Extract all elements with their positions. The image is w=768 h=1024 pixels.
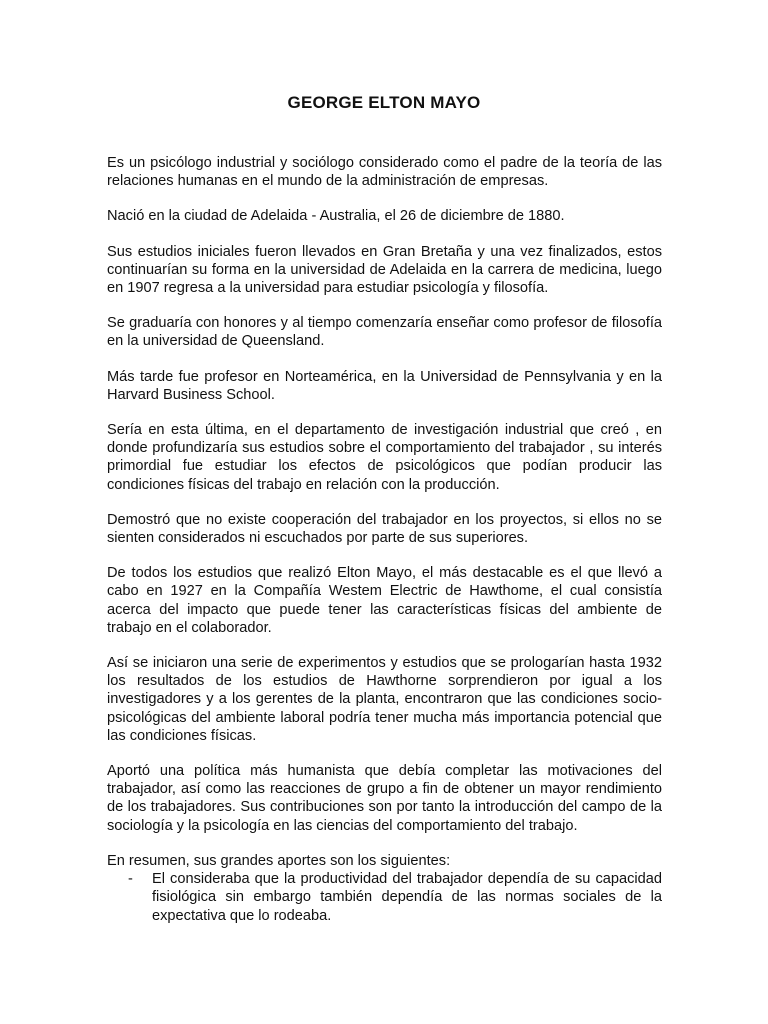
paragraph: Se graduaría con honores y al tiempo comenzaría enseñar como profesor de filosofía en la universidad de Queensland. xyxy=(107,315,662,350)
paragraph: Demostró que no existe cooperación del trabajador en los proyectos, si ellos no se sienten considerados ni escuchados por parte de sus superiores. xyxy=(107,511,662,547)
paragraph: De todos los estudios que realizó Elton Mayo, el más destacable es el que llevó a cabo en 1927 en la Compañía Westem Electric de Hawthome, el cual consistía acerca del impacto que puede tener las características físicas del ambiente de trabajo en el colaborador. xyxy=(107,565,662,636)
summary-intro: En resumen, sus grandes aportes son los siguientes: xyxy=(107,852,451,869)
paragraph: Es un psicólogo industrial y sociólogo considerado como el padre de la teoría de las relaciones humanas en el mundo de la administración de empresas. xyxy=(107,155,662,190)
paragraph: Así se iniciaron una serie de experimentos y estudios que se prologarían hasta 1932 los resultados de los estudios de Hawthorne sorprendieron por igual a los investigadores y a los gerentes de la planta, encontraron que las condiciones socio-psicológicas del ambiente laboral podría tener mucha más importancia potencial que las condiciones físicas. xyxy=(107,655,662,744)
list-item xyxy=(107,870,662,925)
bullet-text: El consideraba que la productividad del trabajador dependía de su capacidad fisiológica sin embargo también dependía de las normas sociales de la expectativa que lo rodeaba. xyxy=(152,871,662,924)
paragraph: Nació en la ciudad de Adelaida - Australia, el 26 de diciembre de 1880. xyxy=(107,208,565,225)
summary-list xyxy=(107,870,662,925)
paragraph: Sus estudios iniciales fueron llevados en Gran Bretaña y una vez finalizados, estos continuarían su forma en la universidad de Adelaida en la carrera de medicina, luego en 1907 regresa a la universidad para estudiar psicología y filosofía. xyxy=(107,243,662,297)
bullet-marker: - xyxy=(128,871,133,888)
paragraph: Sería en esta última, en el departamento de investigación industrial que creó , en donde profundizaría sus estudios sobre el comportamiento del trabajador , su interés primordial fue estudiar los efectos de psicológicos que podían producir las condiciones físicas del trabajo en relación con la producción. xyxy=(107,422,662,493)
paragraph: Más tarde fue profesor en Norteamérica, en la Universidad de Pennsylvania y en la Harvard Business School. xyxy=(107,368,662,403)
document-title: GEORGE ELTON MAYO xyxy=(287,93,481,112)
document-body xyxy=(107,154,662,925)
paragraph: Aportó una política más humanista que debía completar las motivaciones del trabajador, así como las reacciones de grupo a fin de obtener un mayor rendimiento de los trabajadores. Sus contribuciones son por tanto la introducción del campo de la sociología y la psicología en las ciencias del comportamiento del trabajo. xyxy=(107,763,662,834)
